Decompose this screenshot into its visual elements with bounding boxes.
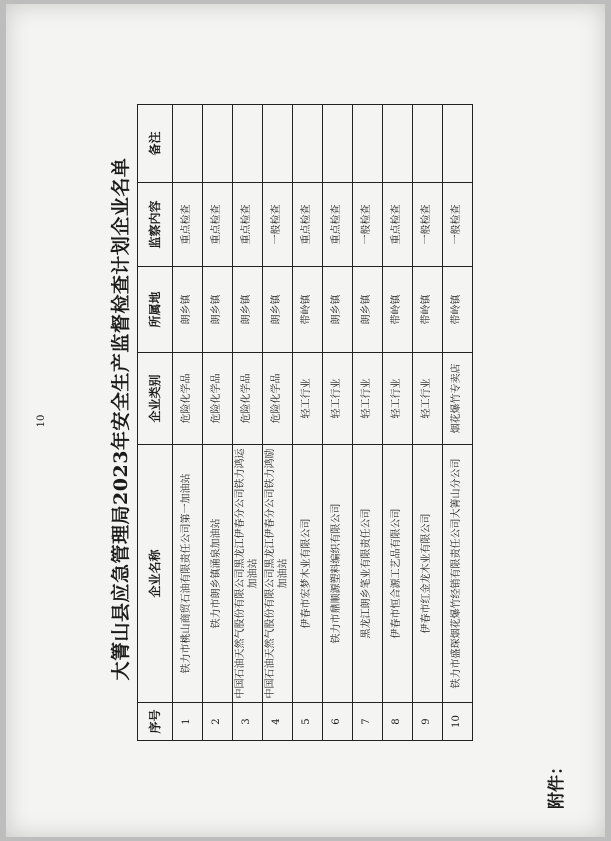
cell-location: 带岭镇	[412, 266, 442, 352]
table-row	[172, 104, 202, 740]
table-row	[292, 104, 322, 740]
cell-inspection: 重点检查	[172, 182, 202, 266]
cell-remarks	[412, 104, 442, 182]
cell-location: 朗乡镇	[322, 266, 352, 352]
cell-location: 朗乡镇	[172, 266, 202, 352]
cell-category: 轻工行业	[382, 352, 412, 444]
cell-category: 烟花爆竹专卖店	[442, 352, 472, 444]
cell-index: 9	[412, 702, 442, 740]
rotated-content	[35, 31, 567, 811]
cell-remarks	[382, 104, 412, 182]
cell-index: 1	[172, 702, 202, 740]
cell-category: 危险化学品	[262, 352, 292, 444]
cell-category: 危险化学品	[202, 352, 232, 444]
cell-remarks	[202, 104, 232, 182]
cell-category: 轻工行业	[412, 352, 442, 444]
cell-inspection: 重点检查	[202, 182, 232, 266]
attachment-label: 附件：	[546, 757, 567, 809]
cell-index: 8	[382, 702, 412, 740]
header-remarks: 备注	[137, 104, 172, 182]
cell-location: 朗乡镇	[262, 266, 292, 352]
cell-company-name: 伊春市红金龙木业有限公司	[412, 444, 442, 702]
cell-inspection: 一般检查	[352, 182, 382, 266]
cell-company-name: 中国石油天然气股份有限公司黑龙江伊春分公司铁力鸿励加油站	[262, 444, 292, 702]
cell-remarks	[322, 104, 352, 182]
header-inspection: 监察内容	[137, 182, 172, 266]
cell-company-name: 铁力市桃山商贸石油有限责任公司第一加油站	[172, 444, 202, 702]
cell-remarks	[442, 104, 472, 182]
page-number: 10	[35, 414, 47, 427]
table-header-row	[137, 104, 172, 740]
cell-index: 6	[322, 702, 352, 740]
table-row	[232, 104, 262, 740]
cell-category: 危险化学品	[172, 352, 202, 444]
cell-index: 3	[232, 702, 262, 740]
enterprise-table	[137, 104, 473, 741]
table-row	[382, 104, 412, 740]
cell-inspection: 重点检查	[292, 182, 322, 266]
cell-company-name: 铁力市盛琛烟花爆竹经销有限责任公司大箐山分公司	[442, 444, 472, 702]
cell-inspection: 一般检查	[262, 182, 292, 266]
header-index: 序号	[137, 702, 172, 740]
table-row	[322, 104, 352, 740]
cell-index: 4	[262, 702, 292, 740]
table-row	[412, 104, 442, 740]
table-row	[262, 104, 292, 740]
cell-inspection: 重点检查	[382, 182, 412, 266]
cell-location: 朗乡镇	[232, 266, 262, 352]
cell-inspection: 一般检查	[412, 182, 442, 266]
header-company-name: 企业名称	[137, 444, 172, 702]
cell-index: 5	[292, 702, 322, 740]
cell-location: 带岭镇	[382, 266, 412, 352]
cell-inspection: 一般检查	[442, 182, 472, 266]
cell-remarks	[352, 104, 382, 182]
cell-location: 带岭镇	[292, 266, 322, 352]
cell-location: 朗乡镇	[352, 266, 382, 352]
cell-category: 轻工行业	[322, 352, 352, 444]
cell-company-name: 铁力市朗乡镇涌泉加油站	[202, 444, 232, 702]
cell-location: 带岭镇	[442, 266, 472, 352]
cell-category: 危险化学品	[232, 352, 262, 444]
header-category: 企业类别	[137, 352, 172, 444]
cell-index: 7	[352, 702, 382, 740]
cell-remarks	[292, 104, 322, 182]
cell-index: 2	[202, 702, 232, 740]
table-row	[352, 104, 382, 740]
cell-category: 轻工行业	[292, 352, 322, 444]
header-location: 所属地	[137, 266, 172, 352]
cell-remarks	[232, 104, 262, 182]
cell-company-name: 伊春市宏梦木业有限公司	[292, 444, 322, 702]
cell-company-name: 中国石油天然气股份有限公司黑龙江伊春分公司铁力鸿运加油站	[232, 444, 262, 702]
table-row	[442, 104, 472, 740]
cell-category: 轻工行业	[352, 352, 382, 444]
cell-remarks	[262, 104, 292, 182]
cell-company-name: 黑龙江朗乡笔业有限责任公司	[352, 444, 382, 702]
page-title: 大箐山县应急管理局2023年安全生产监督检查计划企业名单	[109, 157, 132, 680]
cell-inspection: 重点检查	[232, 182, 262, 266]
cell-remarks	[172, 104, 202, 182]
cell-location: 朗乡镇	[202, 266, 232, 352]
document-page	[6, 4, 605, 837]
cell-company-name: 铁力市鼎顺源塑料编织有限公司	[322, 444, 352, 702]
table-row	[202, 104, 232, 740]
cell-company-name: 伊春市恒合源工艺品有限公司	[382, 444, 412, 702]
cell-index: 10	[442, 702, 472, 740]
cell-inspection: 重点检查	[322, 182, 352, 266]
